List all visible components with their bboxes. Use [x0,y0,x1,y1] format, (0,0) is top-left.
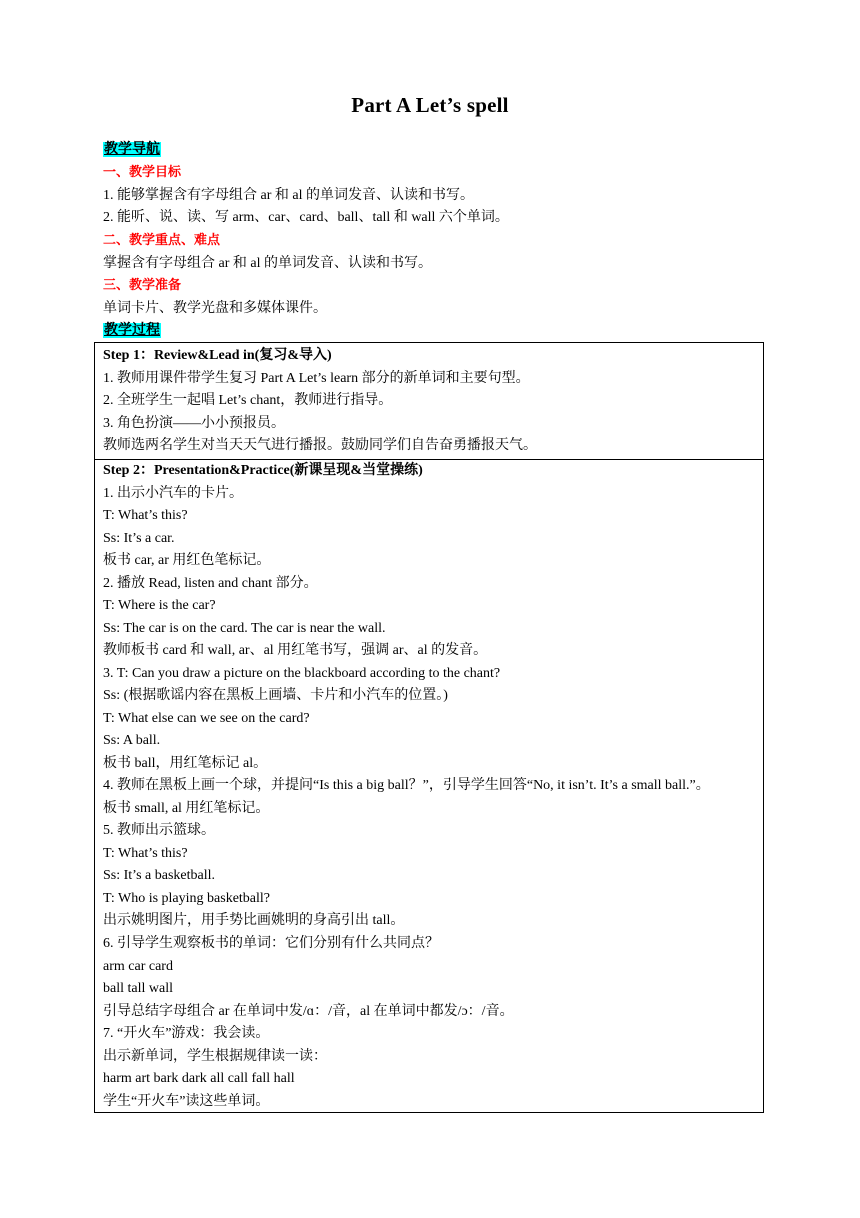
step2-line: 教师板书 card 和 wall, ar、al 用红笔书写，强调 ar、al 的发音。 [103,643,488,658]
step1-line: 3. 角色扮演——小小预报员。 [103,416,285,431]
process-heading-line [103,321,161,341]
step2-line: 5. 教师出示篮球。 [103,823,215,838]
step2-line: Ss: It’s a car. [103,531,175,546]
step2-line: 出示新单词，学生根据规律读一读： [103,1049,327,1064]
goal-item-2: 2. 能听、说、读、写 arm、car、card、ball、tall 和 wall 六个单词。 [103,210,509,225]
step2-line: ball tall wall [103,981,173,996]
page-title: Part A Let’s spell [351,93,509,117]
step2-line: 2. 播放 Read, listen and chant 部分。 [103,576,318,591]
step2-line: T: Who is playing basketball? [103,891,271,906]
step2-heading: Step 2：Presentation&Practice(新课呈现&当堂操练) [103,463,423,478]
step1-line: 2. 全班学生一起唱 Let’s chant，教师进行指导。 [103,393,393,408]
section-goals-heading: 一、教学目标 [103,165,182,180]
step2-line: 学生“开火车”读这些单词。 [103,1094,270,1109]
step2-line: T: What’s this? [103,508,188,523]
step1-heading: Step 1：Review&Lead in(复习&导入) [103,348,332,363]
step2-line: harm art bark dark all call fall hall [103,1071,295,1086]
step2-line: 4. 教师在黑板上画一个球，并提问“Is this a big ball？”，引导学生回答“No, it isn’t. It’s a small ball.”。 [103,778,710,793]
step2-line: Ss: A ball. [103,733,161,748]
step2-line: 1. 出示小汽车的卡片。 [103,486,243,501]
row-divider [95,459,763,460]
keypoint-text: 掌握含有字母组合 ar 和 al 的单词发音、认读和书写。 [103,256,432,271]
step2-line: 6. 引导学生观察板书的单词：它们分别有什么共同点？ [103,936,439,951]
step2-line: 3. T: Can you draw a picture on the blackboard according to the chant? [103,666,501,681]
prep-text: 单词卡片、教学光盘和多媒体课件。 [103,301,327,316]
process-heading: 教学过程 [104,323,160,338]
step2-line: 板书 small, al 用红笔标记。 [103,801,270,816]
step2-line: 板书 ball，用红笔标记 al。 [103,756,268,771]
step2-line: Ss: (根据歌谣内容在黑板上画墙、卡片和小汽车的位置。) [103,688,448,703]
process-table [94,342,764,1113]
step2-line: 板书 car, ar 用红色笔标记。 [103,553,271,568]
step2-line: Ss: The car is on the card. The car is near the wall. [103,621,386,636]
step2-line: 出示姚明图片，用手势比画姚明的身高引出 tall。 [103,913,405,928]
step2-line: T: Where is the car? [103,598,216,613]
step2-line: arm car card [103,959,173,974]
step2-line: T: What’s this? [103,846,188,861]
goal-item-1: 1. 能够掌握含有字母组合 ar 和 al 的单词发音、认读和书写。 [103,188,474,203]
section-keypoints-heading: 二、教学重点、难点 [103,233,221,248]
guide-heading: 教学导航 [104,142,160,157]
section-prep-heading: 三、教学准备 [103,278,182,293]
step1-line: 1. 教师用课件带学生复习 Part A Let’s learn 部分的新单词和主要句型。 [103,371,530,386]
step2-line: 引导总结字母组合 ar 在单词中发/ɑ：/音，al 在单词中都发/ɔ：/音。 [103,1004,514,1019]
guide-heading-line [103,140,161,160]
step1-line: 教师选两名学生对当天天气进行播报。鼓励同学们自告奋勇播报天气。 [103,438,537,453]
step2-line: 7. “开火车”游戏：我会读。 [103,1026,270,1041]
step2-line: T: What else can we see on the card? [103,711,310,726]
step2-line: Ss: It’s a basketball. [103,868,215,883]
